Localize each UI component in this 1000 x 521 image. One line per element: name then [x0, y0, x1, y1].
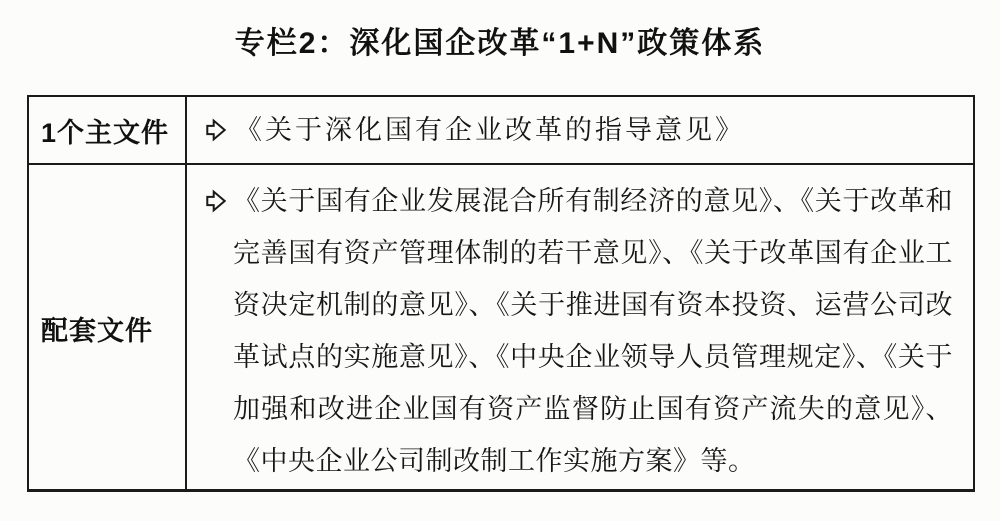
- content-cell-main-document: [187, 97, 973, 163]
- row-label-main-document: 1个主文件: [29, 97, 187, 163]
- right-block-arrow-icon: [205, 116, 227, 144]
- right-block-arrow-icon: [205, 187, 227, 215]
- row-label-supporting-documents: 配套文件: [29, 165, 187, 492]
- table-row-main-document: [29, 97, 973, 165]
- page-title: 专栏2：深化国企改革“1+N”政策体系: [234, 27, 766, 60]
- table-row-supporting-documents: [29, 165, 973, 492]
- supporting-documents-text: 《关于国有企业发展混合所有制经济的意见》、《关于改革和完善国有资产管理体制的若干意见》、《关于改革国有企业工资决定机制的意见》、《关于推进国有资本投资、运营公司改革试点的实施意见》、《中央企业领导人员管理规定》、《关于加强和改进企业国有资产监督防止国有资产流失的意见》、《中央企业公司制改制工作实施方案》等。: [233, 186, 953, 476]
- main-document-text: 《关于深化国有企业改革的指导意见》: [235, 115, 745, 145]
- content-cell-supporting-documents: [187, 165, 973, 492]
- policy-table: [27, 95, 975, 492]
